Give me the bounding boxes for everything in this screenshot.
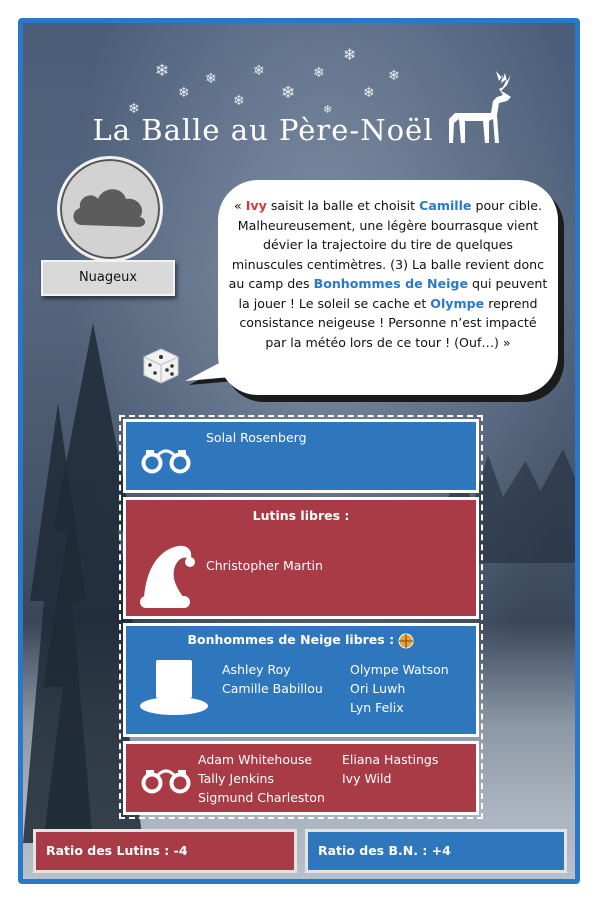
player-name: Ori Luwh (350, 681, 406, 696)
free-elves-heading: Lutins libres : (252, 508, 350, 523)
player-name: Olympe Watson (350, 662, 449, 677)
player-name: Lyn Felix (350, 700, 404, 715)
snowflake-icon: ❄ (343, 45, 357, 64)
player-name: Ivy Wild (342, 771, 392, 786)
reindeer-icon (441, 67, 521, 145)
ball-icon (398, 633, 414, 649)
player-name: Solal Rosenberg (206, 430, 307, 445)
player-name-camille: Camille (419, 198, 472, 213)
snowflake-icon: ❄ (178, 85, 190, 101)
snowflake-icon: ❄ (323, 103, 333, 116)
handcuffs-icon (140, 442, 192, 476)
snowflake-icon: ❄ (233, 93, 245, 109)
player-name: Camille Babillou (222, 681, 323, 696)
snowmen-ratio: Ratio des B.N. : +4 (305, 829, 567, 873)
speech-text: qui peuvent la jouer ! Le soleil se cache et (238, 276, 548, 311)
handcuffs-icon (140, 762, 192, 796)
player-name: Sigmund Charleston (198, 790, 325, 805)
dice-icon (141, 346, 181, 386)
top-hat-icon (138, 658, 210, 720)
player-name: Adam Whitehouse (198, 752, 313, 767)
speech-text: reprend consistance neigeuse ! Personne n’est impacté par la météo lors de ce tour ! (Ouf…) » (239, 295, 538, 350)
free-snowmen-heading (126, 632, 476, 649)
quote-open: « (234, 198, 246, 213)
free-snowmen-heading-text: Bonhommes de Neige libres : (187, 632, 395, 647)
player-name: Ashley Roy (222, 662, 291, 677)
player-name: Tally Jenkins (198, 771, 274, 786)
snowflake-icon: ❄ (313, 65, 325, 81)
snowflake-icon: ❄ (253, 63, 265, 79)
snowflake-icon: ❄ (155, 61, 170, 81)
santa-hat-icon (138, 540, 198, 612)
cloud-icon (60, 159, 160, 259)
team-name-snowmen: Bonhommes de Neige (313, 276, 468, 292)
free-snowmen-panel (123, 623, 479, 737)
game-frame (18, 18, 580, 884)
speech-bubble (218, 180, 558, 395)
snowflake-icon: ❄ (128, 101, 140, 117)
speech-text: pour cible. Malheureusement, une légère bourrasque vient dévier la trajectoire du tire de quelques minuscules centimètres. (3) La balle revient donc au camp des (228, 198, 545, 292)
page-title: La Balle au Père-Noël (92, 113, 434, 147)
snowflake-icon: ❄ (388, 68, 400, 84)
snowflake-icon: ❄ (281, 83, 296, 103)
player-name-ivy: Ivy (245, 198, 267, 213)
weather-label: Nuageux (41, 260, 175, 296)
player-name: Christopher Martin (206, 558, 323, 573)
captured-elves-panel (123, 741, 479, 815)
weather-badge (57, 156, 163, 262)
snowflake-icon: ❄ (205, 71, 217, 87)
player-name-olympe: Olympe (430, 295, 485, 311)
speech-text: saisit la balle et choisit (266, 198, 420, 213)
elves-ratio: Ratio des Lutins : -4 (33, 829, 297, 873)
player-name: Eliana Hastings (342, 752, 439, 767)
snowflake-icon: ❄ (363, 85, 375, 101)
free-elves-panel (123, 497, 479, 619)
captured-snowmen-panel (123, 419, 479, 493)
